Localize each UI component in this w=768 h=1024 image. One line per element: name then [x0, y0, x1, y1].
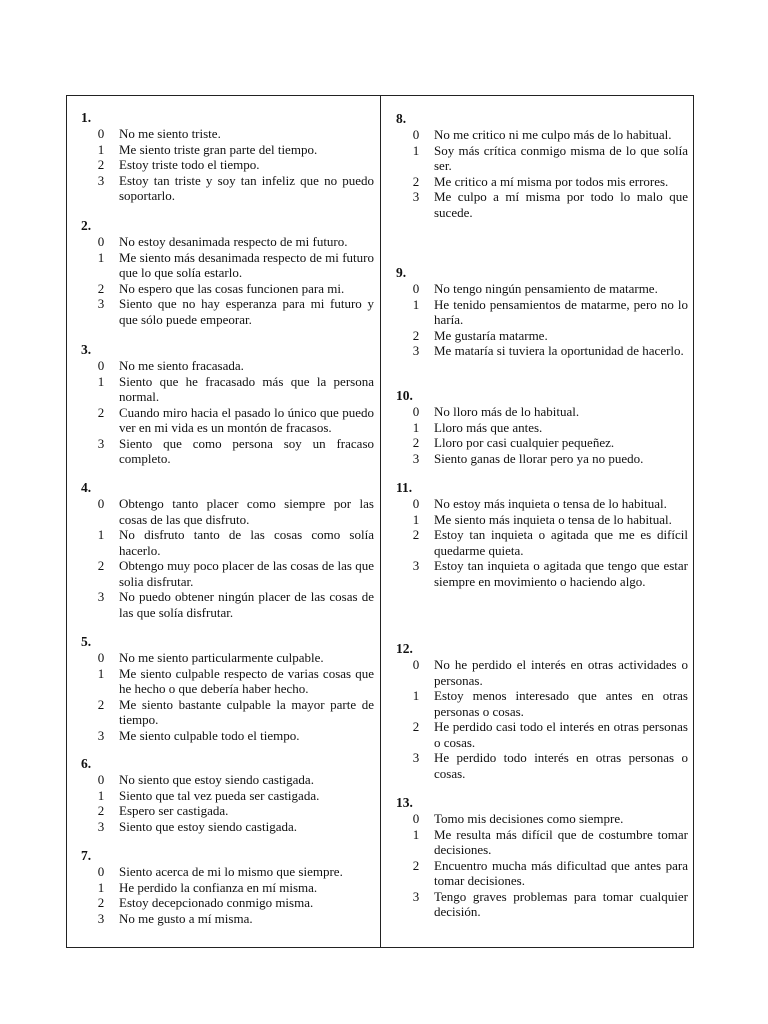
answer-option — [81, 374, 374, 405]
option-score: 2 — [97, 558, 105, 573]
answer-option — [396, 512, 688, 528]
question-2 — [81, 218, 374, 327]
option-text: Me mataría si tuviera la oportunidad de hacerlo. — [434, 343, 684, 358]
answer-option — [396, 858, 688, 889]
option-text: Soy más crítica conmigo misma de lo que solía ser. — [434, 142, 688, 173]
question-number: 6. — [81, 756, 92, 771]
answer-option — [81, 527, 374, 558]
option-score: 2 — [97, 280, 105, 296]
question-number: 10. — [396, 388, 413, 403]
answer-option — [81, 234, 374, 250]
option-score: 1 — [97, 249, 105, 265]
option-score: 1 — [97, 787, 105, 803]
answer-option — [81, 819, 374, 835]
option-text: He perdido la confianza en mí misma. — [119, 879, 318, 895]
option-score: 0 — [412, 811, 420, 826]
option-score: 3 — [412, 343, 420, 358]
answer-option — [81, 173, 374, 204]
option-text: Lloro más que antes. — [434, 419, 543, 435]
answer-option — [81, 697, 374, 728]
option-text: Siento que estoy siendo castigada. — [119, 818, 297, 834]
answer-option — [81, 803, 374, 819]
answer-option — [396, 404, 688, 420]
question-number: 3. — [81, 342, 92, 357]
answer-option — [81, 496, 374, 527]
option-score: 0 — [97, 126, 105, 141]
question-11 — [396, 480, 688, 589]
option-text: Estoy triste todo el tiempo. — [119, 157, 260, 172]
option-score: 2 — [97, 803, 105, 818]
option-text: Espero ser castigada. — [119, 803, 229, 818]
option-text: He tenido pensamientos de matarme, pero no lo haría. — [434, 296, 688, 327]
answer-option — [396, 750, 688, 781]
question-number: 8. — [396, 111, 407, 126]
option-text: Lloro por casi cualquier pequeñez. — [434, 435, 615, 450]
answer-option — [396, 435, 688, 451]
option-score: 0 — [412, 496, 420, 511]
answer-option — [396, 827, 688, 858]
option-score: 1 — [412, 826, 420, 842]
question-12 — [396, 641, 688, 781]
question-6 — [81, 756, 374, 834]
option-score: 3 — [412, 558, 420, 573]
option-text: Estoy decepcionado conmigo misma. — [119, 895, 314, 910]
option-text: Me siento culpable todo el tiempo. — [119, 727, 300, 743]
answer-option — [81, 358, 374, 374]
question-4 — [81, 480, 374, 620]
option-score: 3 — [97, 910, 105, 926]
answer-option — [81, 558, 374, 589]
answer-option — [396, 297, 688, 328]
option-text: No lloro más de lo habitual. — [434, 404, 580, 419]
answer-option — [81, 650, 374, 666]
answer-option — [396, 420, 688, 436]
option-score: 3 — [412, 189, 420, 204]
option-score: 3 — [97, 296, 105, 311]
answer-option — [396, 496, 688, 512]
option-score: 0 — [97, 650, 105, 665]
option-score: 0 — [412, 404, 420, 419]
option-score: 3 — [412, 750, 420, 765]
answer-option — [81, 405, 374, 436]
option-score: 0 — [97, 496, 105, 511]
option-text: Siento ganas de llorar pero ya no puedo. — [434, 450, 644, 466]
answer-option — [81, 142, 374, 158]
option-text: No me siento particularmente culpable. — [119, 650, 324, 665]
option-text: Tengo graves problemas para tomar cualquier decisión. — [434, 888, 688, 919]
question-13 — [396, 795, 688, 920]
option-score: 0 — [412, 127, 420, 142]
question-number: 9. — [396, 265, 407, 280]
option-score: 1 — [412, 688, 420, 703]
answer-option — [396, 527, 688, 558]
answer-option — [396, 889, 688, 920]
option-text: No siento que estoy siendo castigada. — [119, 772, 314, 787]
option-score: 2 — [412, 857, 420, 873]
option-score: 1 — [412, 142, 420, 158]
answer-option — [396, 174, 688, 190]
answer-option — [396, 127, 688, 143]
option-score: 0 — [97, 772, 105, 787]
answer-option — [81, 788, 374, 804]
option-score: 3 — [97, 727, 105, 743]
option-score: 1 — [97, 527, 105, 542]
answer-option — [81, 911, 374, 927]
option-text: No estoy desanimada respecto de mi futuro. — [119, 234, 348, 249]
option-score: 2 — [412, 173, 420, 189]
option-text: No me siento triste. — [119, 126, 221, 141]
option-score: 1 — [97, 665, 105, 681]
answer-option — [396, 328, 688, 344]
answer-option — [396, 343, 688, 359]
question-number: 11. — [396, 480, 413, 495]
answer-option — [81, 296, 374, 327]
option-text: Obtengo tanto placer como siempre por las cosas de las que disfruto. — [119, 496, 374, 527]
option-score: 3 — [97, 435, 105, 451]
option-text: Me critico a mí misma por todos mis errores. — [434, 173, 669, 189]
option-text: No espero que las cosas funcionen para mi. — [119, 280, 345, 296]
answer-option — [81, 250, 374, 281]
option-score: 2 — [412, 435, 420, 450]
answer-option — [396, 143, 688, 174]
question-1 — [81, 110, 374, 204]
option-text: No he perdido el interés en otras actividades o personas. — [434, 657, 688, 688]
answer-option — [81, 157, 374, 173]
question-9 — [396, 265, 688, 359]
option-text: No tengo ningún pensamiento de matarme. — [434, 281, 658, 296]
question-3 — [81, 342, 374, 467]
option-score: 1 — [97, 141, 105, 157]
option-text: Estoy menos interesado que antes en otras personas o cosas. — [434, 688, 688, 719]
option-score: 2 — [97, 404, 105, 420]
option-score: 3 — [412, 888, 420, 904]
question-number: 7. — [81, 848, 92, 863]
option-score: 2 — [412, 527, 420, 542]
option-text: Estoy tan inquieta o agitada que tengo que estar siempre en movimiento o haciendo algo. — [434, 558, 688, 589]
option-text: No me critico ni me culpo más de lo habitual. — [434, 127, 672, 142]
option-text: Estoy tan inquieta o agitada que me es difícil quedarme quieta. — [434, 527, 688, 558]
answer-option — [81, 666, 374, 697]
answer-option — [396, 811, 688, 827]
option-score: 0 — [97, 358, 105, 373]
question-number: 1. — [81, 110, 92, 125]
option-text: He perdido casi todo el interés en otras personas o cosas. — [434, 719, 688, 750]
question-7 — [81, 848, 374, 926]
option-score: 3 — [97, 818, 105, 834]
question-number: 4. — [81, 480, 92, 495]
answer-option — [396, 189, 688, 220]
answer-option — [396, 688, 688, 719]
option-text: Me culpo a mí misma por todo lo malo que sucede. — [434, 189, 688, 220]
option-score: 0 — [97, 234, 105, 249]
question-8 — [396, 111, 688, 220]
option-score: 2 — [412, 719, 420, 734]
option-text: Siento acerca de mi lo mismo que siempre. — [119, 864, 343, 879]
answer-option — [81, 436, 374, 467]
option-score: 1 — [412, 511, 420, 527]
answer-option — [396, 281, 688, 297]
option-text: Me siento más inquieta o tensa de lo habitual. — [434, 511, 672, 527]
question-number: 2. — [81, 218, 92, 233]
option-text: Siento que no hay esperanza para mi futuro y que sólo puede empeorar. — [119, 296, 374, 327]
column-divider — [380, 95, 381, 948]
option-score: 1 — [412, 296, 420, 312]
option-text: Me siento triste gran parte del tiempo. — [119, 141, 318, 157]
option-text: Siento que tal vez pueda ser castigada. — [119, 787, 320, 803]
option-text: Cuando miro hacia el pasado lo único que puedo ver en mi vida es un montón de fracasos. — [119, 404, 374, 435]
answer-option — [81, 126, 374, 142]
answer-option — [81, 728, 374, 744]
option-text: Me siento bastante culpable la mayor parte de tiempo. — [119, 696, 374, 727]
answer-option — [81, 880, 374, 896]
option-text: No disfruto tanto de las cosas como solía hacerlo. — [119, 527, 374, 558]
option-text: Encuentro mucha más dificultad que antes para tomar decisiones. — [434, 857, 688, 888]
option-text: He perdido todo interés en otras personas o cosas. — [434, 750, 688, 781]
question-10 — [396, 388, 688, 466]
option-text: Estoy tan triste y soy tan infeliz que no puedo soportarlo. — [119, 172, 374, 203]
option-score: 0 — [412, 657, 420, 672]
answer-option — [396, 657, 688, 688]
option-text: No me siento fracasada. — [119, 358, 244, 373]
answer-option — [396, 558, 688, 589]
option-score: 3 — [97, 172, 105, 188]
option-text: Obtengo muy poco placer de las cosas de las que solia disfrutar. — [119, 558, 374, 589]
option-text: No puedo obtener ningún placer de las cosas de las que solía disfrutar. — [119, 589, 374, 620]
option-text: No estoy más inquieta o tensa de lo habitual. — [434, 496, 667, 511]
answer-option — [81, 864, 374, 880]
question-number: 12. — [396, 641, 413, 656]
option-score: 1 — [97, 879, 105, 895]
option-text: Me gustaría matarme. — [434, 327, 548, 343]
option-text: Me siento culpable respecto de varias cosas que he hecho o que debería haber hecho. — [119, 665, 374, 696]
option-score: 3 — [412, 450, 420, 466]
answer-option — [396, 719, 688, 750]
option-score: 0 — [97, 864, 105, 879]
option-score: 1 — [97, 373, 105, 389]
option-score: 2 — [412, 327, 420, 343]
option-text: Me siento más desanimada respecto de mi futuro que lo que solía estarlo. — [119, 249, 374, 280]
answer-option — [396, 451, 688, 467]
option-text: Siento que he fracasado más que la persona normal. — [119, 373, 374, 404]
option-text: No me gusto a mí misma. — [119, 910, 253, 926]
answer-option — [81, 589, 374, 620]
option-text: Siento que como persona soy un fracaso completo. — [119, 435, 374, 466]
option-score: 2 — [97, 895, 105, 910]
answer-option — [81, 895, 374, 911]
question-number: 5. — [81, 634, 92, 649]
question-5 — [81, 634, 374, 743]
option-text: Tomo mis decisiones como siempre. — [434, 811, 624, 826]
option-text: Me resulta más difícil que de costumbre tomar decisiones. — [434, 826, 688, 857]
option-score: 1 — [412, 419, 420, 435]
answer-option — [81, 281, 374, 297]
option-score: 0 — [412, 281, 420, 296]
answer-option — [81, 772, 374, 788]
option-score: 2 — [97, 157, 105, 172]
option-score: 3 — [97, 589, 105, 604]
question-number: 13. — [396, 795, 413, 810]
option-score: 2 — [97, 696, 105, 712]
